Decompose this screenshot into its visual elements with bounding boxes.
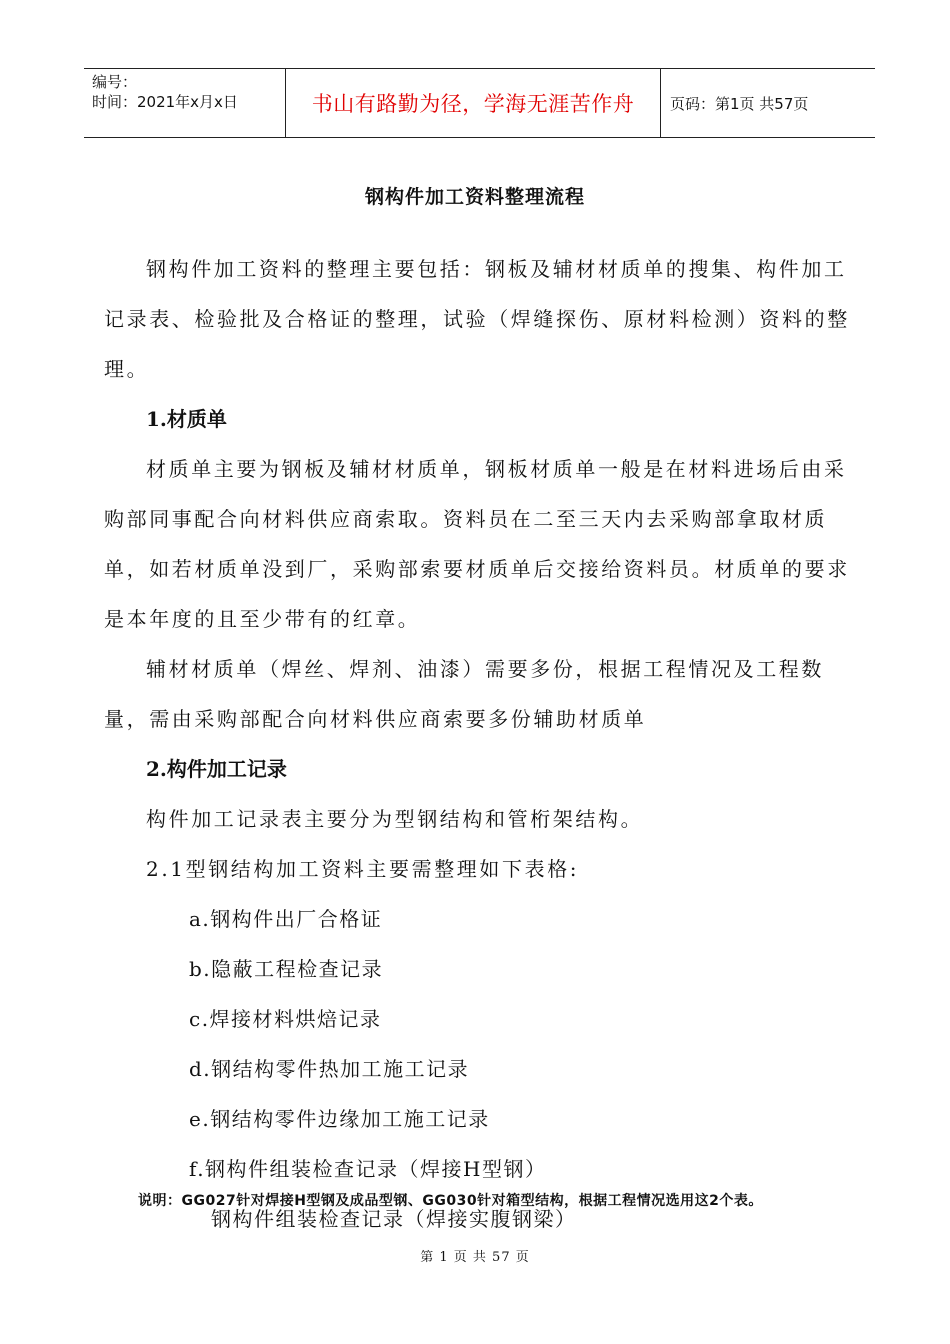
list-item: b.隐蔽工程检查记录: [189, 957, 384, 981]
section2-1-heading: 2.1型钢结构加工资料主要需整理如下表格:: [146, 857, 580, 881]
intro-paragraph: 钢构件加工资料的整理主要包括：钢板及辅材材质单的搜集、构件加工记录表、检验批及合格证的整理，试验（焊缝探伤、原材料检测）资料的整理。: [104, 257, 850, 381]
list-item: d.钢结构零件热加工施工记录: [189, 1057, 470, 1081]
header-page-info: 页码：第1页 共57页: [670, 94, 809, 113]
list-item: f.钢构件组装检查记录（焊接H型钢）: [189, 1157, 547, 1181]
section1-paragraph-1: 材质单主要为钢板及辅材材质单，钢板材质单一般是在材料进场后由采购部同事配合向材料供应商索取。资料员在二至三天内去采购部拿取材质单，如若材质单没到厂，采购部索要材质单后交接给资料员。材质单的要求是本年度的且至少带有的红章。: [104, 457, 850, 631]
list-item-continued: 钢构件组装检查记录（焊接实腹钢梁）: [211, 1207, 577, 1231]
number-label: 编号：: [92, 73, 138, 91]
page-header: [84, 68, 875, 138]
header-motto: 书山有路勤为径，学海无涯苦作舟: [285, 69, 661, 137]
list-item: c.焊接材料烘焙记录: [189, 1007, 382, 1031]
document-title: 钢构件加工资料整理流程: [364, 186, 585, 208]
section1-paragraph-2: 辅材材质单（焊丝、焊剂、油漆）需要多份，根据工程情况及工程数量，需由采购部配合向材料供应商索要多份辅助材质单: [104, 657, 824, 731]
note-text: 说明：GG027针对焊接H型钢及成品型钢、GG030针对箱型结构，根据工程情况选用这2个表。: [138, 1193, 763, 1209]
list-item: e.钢结构零件边缘加工施工记录: [189, 1107, 490, 1131]
section1-heading: 1.材质单: [146, 407, 227, 431]
time-label: 时间：2021年x月x日: [92, 93, 238, 111]
page-footer: 第 1 页 共 57 页: [420, 1250, 530, 1265]
section2-paragraph: 构件加工记录表主要分为型钢结构和管桁架结构。: [146, 807, 644, 831]
header-meta: [84, 69, 284, 137]
section2-heading: 2.构件加工记录: [146, 757, 287, 781]
document-body: [104, 244, 864, 1244]
list-item: a.钢构件出厂合格证: [189, 907, 383, 931]
